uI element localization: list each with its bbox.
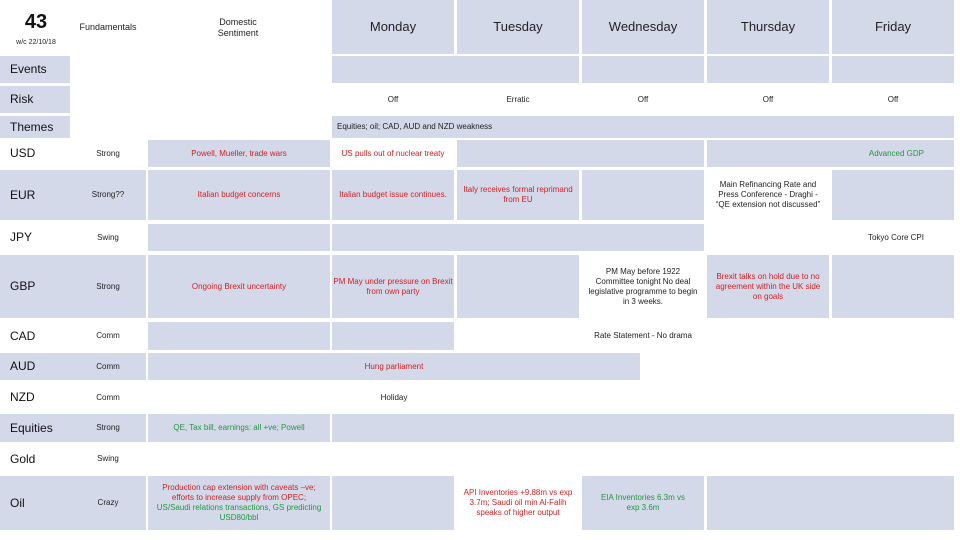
eur-monday: Italian budget issue continues. (332, 170, 454, 220)
row-label-risk: Risk (0, 86, 70, 113)
eur-friday (832, 170, 954, 220)
day-header-monday: Monday (332, 0, 454, 54)
usd-domestic: Powell, Mueller, trade wars (148, 140, 330, 167)
aud-monday: Hung parliament (148, 353, 640, 380)
oil-monday (332, 476, 454, 530)
usd-fundamentals: Strong (96, 148, 120, 158)
jpy-fundamentals: Swing (97, 232, 119, 242)
row-label-gbp: GBP (0, 255, 70, 318)
eur-thursday: Main Refinancing Rate and Press Conference - Draghi - “QE extension not discussed” (715, 180, 821, 209)
week-number: 43 (24, 10, 48, 33)
cad-fundamentals: Comm (96, 331, 120, 340)
risk-friday: Off (887, 94, 899, 104)
usd-friday: Advanced GDP (707, 140, 954, 167)
oil-fundamentals: Crazy (70, 476, 146, 530)
events-wednesday (582, 56, 704, 83)
equities-domestic: QE, Tax bill, earnings: all +ve; Powell (148, 414, 330, 442)
events-friday (832, 56, 954, 83)
row-label-jpy: JPY (10, 230, 33, 244)
row-label-equities: Equities (0, 414, 70, 442)
day-header-thursday: Thursday (707, 0, 829, 54)
row-label-themes: Themes (0, 116, 70, 138)
row-label-gold: Gold (10, 451, 36, 466)
jpy-friday: Tokyo Core CPI (867, 232, 924, 242)
gbp-fundamentals: Strong (70, 255, 146, 318)
eur-domestic: Italian budget concerns (148, 170, 330, 220)
oil-domestic-text (156, 483, 322, 523)
risk-tuesday: Erratic (506, 94, 530, 104)
cad-wednesday: Rate Statement - No drama (594, 331, 692, 340)
row-label-aud: AUD (0, 353, 70, 380)
usd-tuesday (457, 140, 704, 167)
fundamentals-header: Fundamentals (79, 22, 137, 33)
eur-tuesday: Italy receives formal reprimand from EU (457, 170, 579, 220)
gold-fundamentals: Swing (97, 454, 119, 463)
cad-domestic (148, 322, 330, 350)
nzd-monday: Holiday (380, 392, 408, 402)
usd-monday: US pulls out of nuclear treaty (341, 148, 445, 158)
equities-fundamentals: Strong (70, 414, 146, 442)
eur-fundamentals: Strong?? (70, 170, 146, 220)
gbp-tuesday (457, 255, 579, 318)
nzd-fundamentals: Comm (96, 392, 120, 402)
aud-fundamentals: Comm (70, 353, 146, 380)
row-label-cad: CAD (10, 328, 36, 343)
row-label-oil: Oil (0, 476, 70, 530)
gbp-wednesday: PM May before 1922 Committee tonight No deal legislative programme to begin in 3 weeks. (588, 266, 698, 306)
jpy-week (332, 224, 704, 251)
jpy-domestic (148, 224, 330, 251)
equities-week (332, 414, 954, 442)
risk-thursday: Off (762, 94, 774, 104)
oil-tuesday: API Inventories +9.88m vs exp 3.7m; Saudi oil min Al-Falih speaks of higher output (463, 488, 573, 517)
row-label-events: Events (0, 56, 70, 83)
oil-domestic-positive: US/Saudi relations transactions, GS predicting USD80/bbl (156, 503, 322, 522)
day-header-friday: Friday (832, 0, 954, 54)
day-header-wednesday: Wednesday (582, 0, 704, 54)
risk-monday: Off (387, 94, 399, 104)
risk-wednesday: Off (637, 94, 649, 104)
week-commencing: w/c 22/10/18 (16, 38, 56, 46)
row-label-usd: USD (10, 146, 36, 160)
oil-wednesday: EIA Inventories 6.3m vs exp 3.6m (582, 476, 704, 530)
cad-monday (332, 322, 454, 350)
gbp-friday (832, 255, 954, 318)
events-monday (332, 56, 579, 83)
row-label-eur: EUR (0, 170, 70, 220)
gbp-monday: PM May under pressure on Brexit from own party (332, 255, 454, 318)
events-thursday (707, 56, 829, 83)
row-label-nzd: NZD (10, 390, 35, 404)
oil-domestic (148, 476, 330, 530)
day-header-tuesday: Tuesday (457, 0, 579, 54)
oil-thursday (707, 476, 954, 530)
gbp-thursday: Brexit talks on hold due to no agreement within the UK side on goals (707, 255, 829, 318)
eur-wednesday (582, 170, 704, 220)
themes-text: Equities; oil; CAD, AUD and NZD weakness (332, 116, 954, 138)
gbp-domestic: Ongoing Brexit uncertainty (148, 255, 330, 318)
oil-domestic-negative: Production cap extension with caveats –ve; efforts to increase supply from OPEC; (162, 483, 316, 502)
domestic-sentiment-header: Domestic Sentiment (217, 16, 259, 38)
